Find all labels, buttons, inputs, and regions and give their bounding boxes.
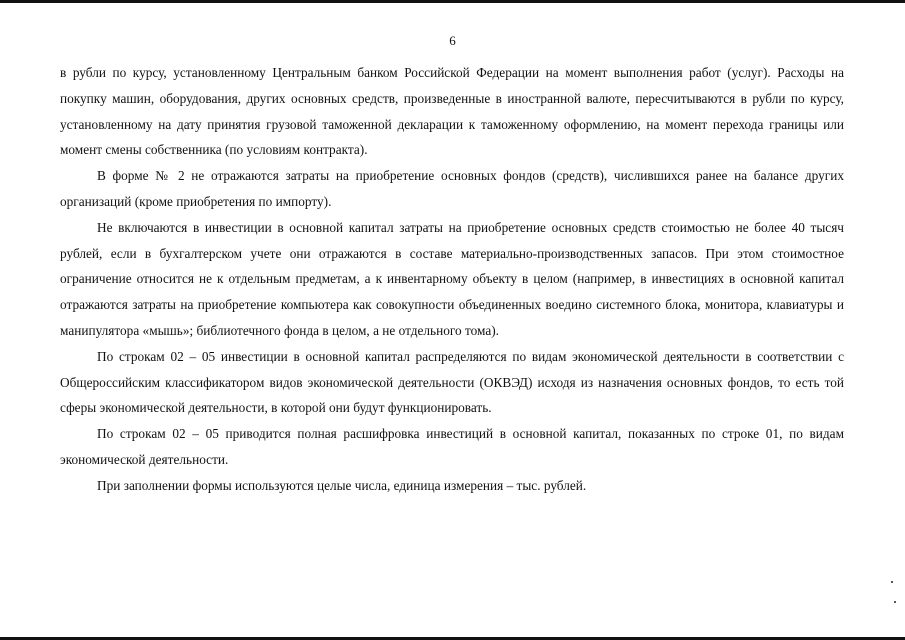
paragraph-lines-02-05-distribution: По строкам 02 – 05 инвестиции в основной капитал распределяются по видам экономической деятельности в соответствии с Общероссийским классификатором видов экономической деятельности (ОКВЭД) исходя из назначения основных фондов, то есть той сферы экономической деятельности, в которой они будут функционировать. — [60, 348, 844, 416]
scan-speck — [891, 581, 893, 583]
paragraph-form-2-exclusions: В форме № 2 не отражаются затраты на приобретение основных фондов (средств), числившихся ранее на балансе других организаций (кроме приобретения по импорту). — [60, 168, 844, 209]
document-body — [60, 60, 844, 499]
scan-speck — [894, 601, 896, 603]
paragraph-units: При заполнении формы используются целые числа, единица измерения – тыс. рублей. — [97, 477, 587, 493]
paragraph-currency-conversion: в рубли по курсу, установленному Центральным банком Российской Федерации на момент выполнения работ (услуг). Расходы на покупку машин, оборудования, других основных средств, произведенные в иностранной валюте, пересчитываются в рубли по курсу, установленному на дату принятия грузовой таможенной декларации к таможенному оформлению, на момент перехода границы или момент смены собственника (по условиям контракта). — [60, 65, 844, 158]
page-number: 6 — [449, 33, 456, 48]
paragraph-lines-02-05-breakdown: По строкам 02 – 05 приводится полная расшифровка инвестиций в основной капитал, показанных по строке 01, по видам экономической деятельности. — [60, 426, 844, 467]
paragraph-cost-limit: Не включаются в инвестиции в основной капитал затраты на приобретение основных средств стоимостью не более 40 тысяч рублей, если в бухгалтерском учете они отражаются в составе материально-производственных запасов. При этом стоимостное ограничение относится не к отдельным предметам, а к инвентарному объекту в целом (например, в инвестициях в основной капитал отражаются затраты на приобретение компьютера как совокупности объединенных воедино системного блока, монитора, клавиатуры и манипулятора «мышь»; библиотечного фонда в целом, а не отдельного тома). — [60, 219, 844, 338]
